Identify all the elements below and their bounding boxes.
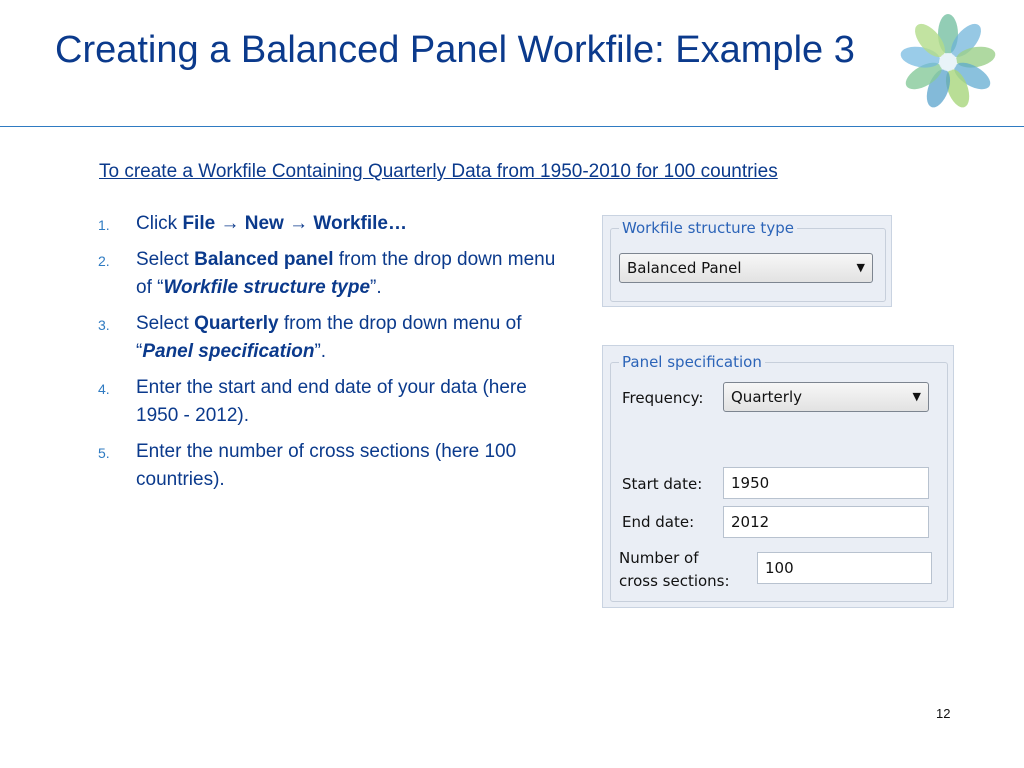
- menu-workfile: Workfile…: [313, 213, 407, 234]
- list-item: [98, 246, 558, 302]
- list-number: 1 .: [98, 211, 110, 239]
- list-item: [98, 210, 558, 238]
- panel-spec-dialog: [602, 345, 954, 608]
- chevron-down-icon: ▼: [912, 390, 921, 403]
- step-text: Click: [136, 213, 183, 234]
- step-emphasis: Balanced panel: [194, 249, 334, 270]
- step-text: from the drop down menu of “: [136, 313, 522, 362]
- list-item: [98, 310, 558, 366]
- cross-sections-label-line2: cross sections:: [619, 572, 730, 590]
- slide-title: Creating a Balanced Panel Workfile: Example 3: [55, 29, 855, 71]
- list-item: [98, 374, 558, 430]
- arrow-icon: →: [283, 213, 314, 234]
- slide-subtitle: To create a Workfile Containing Quarterly Data from 1950-2010 for 100 countries: [99, 161, 778, 182]
- end-date-label: End date:: [622, 513, 695, 531]
- start-date-field[interactable]: 1950: [723, 467, 929, 499]
- cross-sections-field[interactable]: 100: [757, 552, 932, 584]
- panel-spec-group-label: Panel specification: [619, 352, 765, 372]
- list-number: 3 .: [98, 311, 110, 339]
- step-emphasis: Quarterly: [194, 313, 279, 334]
- structure-dialog: [602, 215, 892, 307]
- chevron-down-icon: ▼: [856, 261, 865, 274]
- list-item: [98, 438, 558, 494]
- frequency-label: Frequency:: [622, 389, 704, 407]
- step-text: Select: [136, 313, 195, 334]
- list-number: 4 .: [98, 375, 110, 403]
- list-number: 2 .: [98, 247, 110, 275]
- step-emphasis-italic: Panel specification: [142, 341, 315, 362]
- step-text: Enter the start and end date of your data (here 1950 - 2012).: [136, 377, 527, 426]
- cross-sections-label-line1: Number of: [619, 549, 699, 567]
- frequency-select[interactable]: [723, 382, 929, 412]
- step-text: ”.: [370, 277, 382, 298]
- structure-type-select[interactable]: [619, 253, 873, 283]
- instruction-list: [98, 210, 558, 502]
- step-text: Select: [136, 249, 195, 270]
- title-divider: [0, 126, 1024, 127]
- list-number: 5 .: [98, 439, 110, 467]
- end-date-field[interactable]: 2012: [723, 506, 929, 538]
- structure-group-label: Workfile structure type: [619, 218, 797, 238]
- menu-file: File: [182, 213, 216, 234]
- step-text: ”.: [314, 341, 327, 362]
- start-date-label: Start date:: [622, 475, 703, 493]
- frequency-value: Quarterly: [731, 388, 802, 406]
- menu-new: New: [244, 213, 284, 234]
- leaf-swirl-logo: [896, 12, 1000, 112]
- step-emphasis-italic: Workfile structure type: [163, 277, 371, 298]
- step-text: Enter the number of cross sections (here 100 countries).: [136, 441, 517, 490]
- structure-type-value: Balanced Panel: [627, 259, 742, 277]
- arrow-icon: →: [215, 213, 245, 234]
- page-number: 12: [936, 706, 951, 721]
- step-text: from the drop down menu of “: [136, 249, 556, 298]
